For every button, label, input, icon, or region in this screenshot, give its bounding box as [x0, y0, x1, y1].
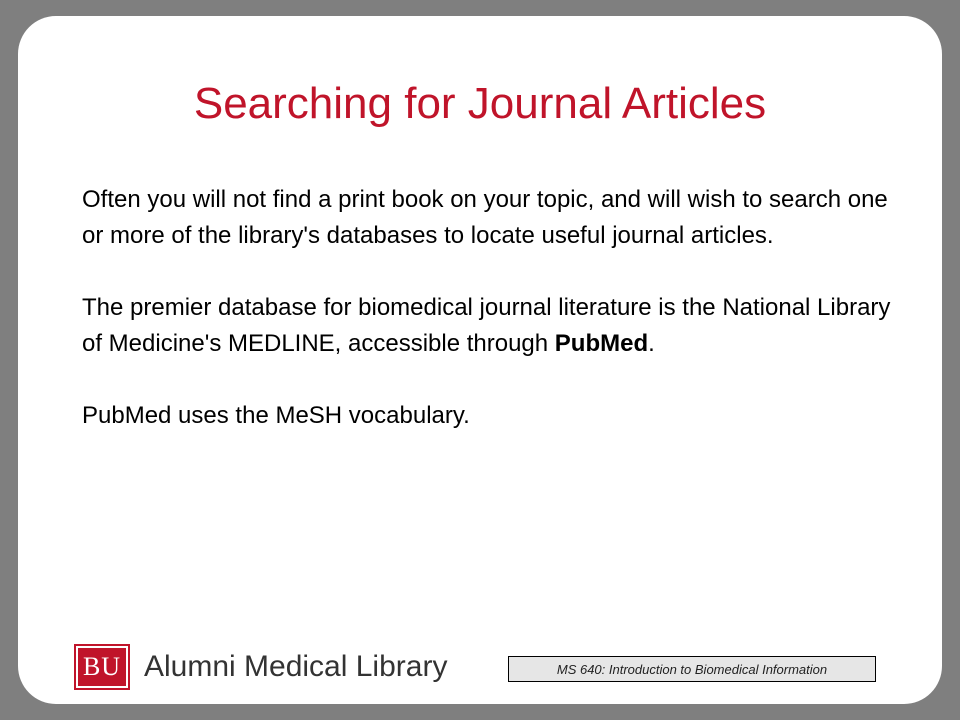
course-label: MS 640: Introduction to Biomedical Information	[508, 656, 876, 682]
pubmed-term: PubMed	[554, 330, 649, 357]
slide	[18, 16, 942, 704]
paragraph-3: PubMed uses the MeSH vocabulary.	[82, 402, 470, 429]
paragraph-2-text: The premier database for biomedical journal literature is the National Library of Medicine's MEDLINE, accessible through	[82, 294, 891, 357]
slide-title: Searching for Journal Articles	[193, 79, 767, 128]
bu-logo-icon	[76, 646, 128, 688]
paragraph-2-end: .	[648, 330, 655, 357]
library-logo	[76, 646, 447, 688]
slide-body	[82, 182, 902, 434]
library-name: Alumni Medical Library	[144, 650, 448, 683]
paragraph-1: Often you will not find a print book on your topic, and will wish to search one or more of the library's databases to locate useful journal articles.	[82, 186, 888, 249]
bu-logo-text: BU	[82, 652, 122, 681]
paragraph-2	[82, 290, 902, 362]
